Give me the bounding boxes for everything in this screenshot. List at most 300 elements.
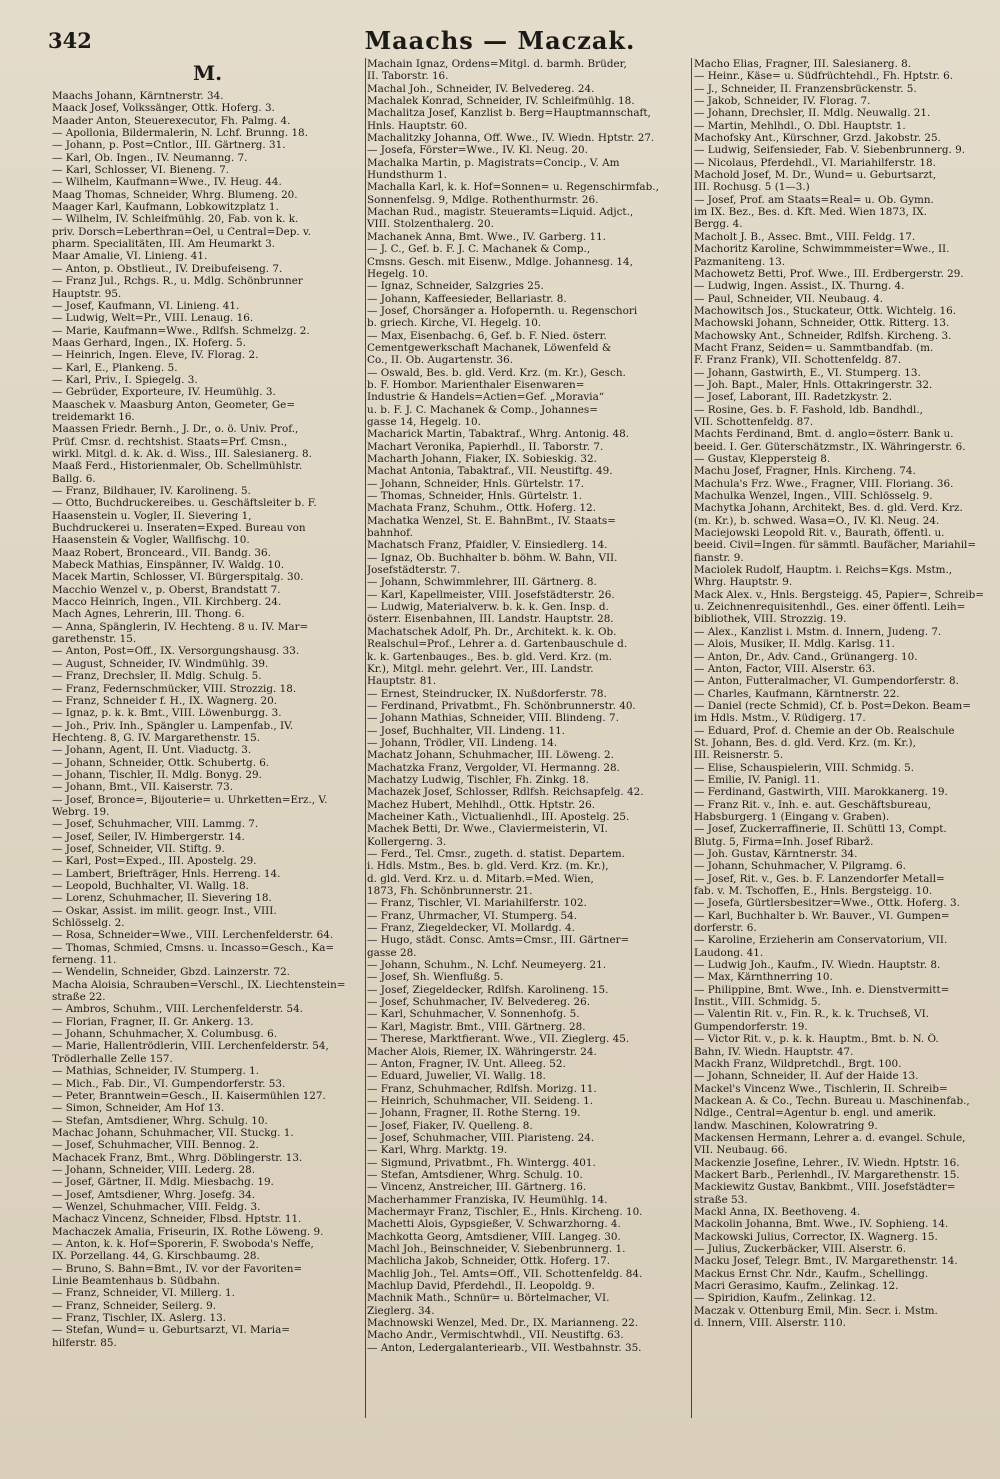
directory-line: — Karl, E., Plankeng. 5. xyxy=(52,361,178,374)
directory-line: Maciejowski Leopold Rit. v., Baurath, öffentl. u. xyxy=(694,527,945,540)
directory-line: Machaczek Amalia, Friseurin, IX. Rothe Löweng. 9. xyxy=(52,1225,324,1238)
directory-line: Haasenstein u. Vogler, II. Sievering 1, xyxy=(52,509,252,522)
directory-line: — Florian, Fragner, II. Gr. Ankerg. 13. xyxy=(52,1015,254,1028)
directory-line: — Josef, Seiler, IV. Himbergerstr. 14. xyxy=(52,830,245,843)
directory-line: Machacz Vincenz, Schneider, Flbsd. Hptstr. 11. xyxy=(52,1213,302,1226)
directory-line: Machu Josef, Fragner, Hnls. Kircheng. 74. xyxy=(694,465,916,478)
directory-line: — Johann, Schneider, VIII. Lederg. 28. xyxy=(52,1163,256,1176)
directory-line: — Gebrüder, Exporteure, IV. Heumühlg. 3. xyxy=(52,386,276,399)
page-number: 342 xyxy=(48,28,92,53)
directory-line: Machowsky Ant., Schneider, Rdlfsh. Kircheng. 3. xyxy=(694,329,952,342)
directory-line: — Wilhelm, Kaufmann=Wwe., IV. Heug. 44. xyxy=(52,176,282,189)
directory-line: Macri Gerasimo, Kaufm., Zelinkag. 12. xyxy=(694,1280,899,1293)
directory-line: Mackolin Johanna, Bmt. Wwe., IV. Sophieng. 14. xyxy=(694,1218,949,1231)
directory-line: Ndlge., Central=Agentur b. engl. und amerik. xyxy=(694,1107,937,1120)
directory-line: pharm. Specialitäten, III. Am Heumarkt 3. xyxy=(52,238,276,251)
directory-line: Blutg. 5, Firma=Inh. Josef Ribarž. xyxy=(694,835,874,848)
directory-line: Machytka Johann, Architekt, Bes. d. gld. Verd. Krz. xyxy=(694,502,963,515)
directory-line: — Anton, Dr., Adv. Cand., Grünangerg. 10. xyxy=(694,650,918,663)
directory-line: Maager Karl, Kaufmann, Lobkowitzplatz 1. xyxy=(52,201,279,214)
directory-line: — Ferd., Tel. Cmsr., zugeth. d. statist. Departem. xyxy=(367,848,625,860)
entry-list xyxy=(694,58,995,1329)
directory-line: — Valentin Rit. v., Fin. R., k. k. Truchseß, VI. xyxy=(694,1008,929,1021)
directory-line: Schlösselg. 2. xyxy=(52,917,125,930)
directory-line: — Ludwig Joh., Kaufm., IV. Wiedn. Hauptstr. 8. xyxy=(694,959,941,972)
directory-line: Machetti Alois, Gypsgießer, V. Schwarzhorng. 4. xyxy=(367,1218,621,1231)
directory-line: — Ignaz, Ob. Buchhalter b. böhm. W. Bahn, VII. xyxy=(367,551,618,564)
directory-line: — Nicolaus, Pferdehdl., VI. Mariahilferstr. 18. xyxy=(694,156,936,169)
directory-line: — Johann, Schwimmlehrer, III. Gärtnerg. 8. xyxy=(367,576,597,589)
directory-line: — Simon, Schneider, Am Hof 13. xyxy=(52,1102,225,1115)
directory-line: — Therese, Marktfierant. Wwe., VII. Zieglerg. 45. xyxy=(367,1033,630,1046)
directory-line: hilferstr. 85. xyxy=(52,1336,117,1349)
directory-line: Linie Beamtenhaus b. Südbahn. xyxy=(52,1275,221,1287)
directory-line: Hundsthurm 1. xyxy=(367,169,448,182)
directory-line: u. b. F. J. C. Machanek & Comp., Johannes= xyxy=(367,403,598,416)
directory-line: Machalka Martin, p. Magistrats=Concip., V. Am xyxy=(367,156,620,169)
directory-line: — Rosine, Ges. b. F. Fashold, ldb. Bandhdl., xyxy=(694,403,923,416)
directory-line: straße 22. xyxy=(52,991,106,1004)
directory-line: Maack Josef, Volkssänger, Ottk. Hoferg. 3. xyxy=(52,102,275,115)
directory-line: — Josefa, Gürtlersbesitzer=Wwe., Ottk. Hoferg. 3. xyxy=(694,897,960,910)
directory-line: — Eduard, Prof. d. Chemie an der Ob. Realschule xyxy=(694,724,955,737)
directory-line: III. Reisnerstr. 5. xyxy=(694,749,784,762)
directory-line: priv. Dorsch=Leberthran=Oel, u Central=Dep. v. xyxy=(52,225,311,238)
directory-line: i. Hdls. Mstm., Bes. b. gld. Verd. Krz. (m. Kr.), xyxy=(367,860,609,873)
directory-line: österr. Eisenbahnen, III. Landstr. Hauptstr. 28. xyxy=(367,613,614,626)
directory-line: — Franz, Federnschmücker, VIII. Strozzig. 18. xyxy=(52,682,297,695)
directory-line: Machatsch Franz, Pfaidler, V. Einsiedlerg. 14. xyxy=(367,539,608,552)
directory-line: Maassen Friedr. Bernh., J. Dr., o. ö. Univ. Prof., xyxy=(52,423,299,436)
directory-line: — Johann, Agent, II. Unt. Viaductg. 3. xyxy=(52,744,252,757)
directory-line: b. F. Hombor. Marienthaler Eisenwaren= xyxy=(367,378,585,391)
directory-line: Kollergerng. 3. xyxy=(367,835,447,848)
directory-line: — Lambert, Briefträger, Hnls. Herreng. 14. xyxy=(52,867,281,880)
directory-line: — Ernest, Steindrucker, IX. Nußdorferstr. 78. xyxy=(367,687,607,700)
directory-line: — Johann, Schuhmacher, X. Columbusg. 6. xyxy=(52,1028,278,1041)
directory-line: Machermayr Franz, Tischler, E., Hnls. Kircheng. 10. xyxy=(367,1205,643,1218)
directory-line: — Franz, Drechsler, II. Mdlg. Schulg. 5. xyxy=(52,670,262,683)
directory-line: (m. Kr.), b. schwed. Wasa=O., IV. Kl. Neug. 24. xyxy=(694,514,940,527)
directory-line: — Anton, k. k. Hof=Sporerin, F. Swoboda's Neffe, xyxy=(52,1237,314,1250)
directory-line: — Stefan, Amtsdiener, Whrg. Schulg. 10. xyxy=(367,1168,583,1181)
directory-line: — Ignaz, p. k. k. Bmt., VIII. Löwenburgg. 3. xyxy=(52,707,282,720)
directory-line: treidemarkt 16. xyxy=(52,410,135,423)
directory-line: — Karoline, Erzieherin am Conservatorium, VII. xyxy=(694,934,948,947)
directory-line: Macharick Martin, Tabaktraf., Whrg. Antonig. 48. xyxy=(367,428,630,441)
directory-line: — Max, Kärnthnerring 10. xyxy=(694,971,833,984)
directory-line: Macco Heinrich, Ingen., VII. Kirchberg. 24. xyxy=(52,596,282,609)
directory-line: Macho Andr., Vermischtwhdl., VII. Neustiftg. 63. xyxy=(367,1329,624,1342)
directory-line: Mackiewitz Gustav, Bankbmt., VIII. Josefstädter= xyxy=(694,1181,956,1194)
directory-line: — Alex., Kanzlist i. Mstm. d. Innern, Judeng. 7. xyxy=(694,625,942,638)
column-rule xyxy=(691,58,692,1418)
directory-line: Machlup David, Pferdehdl., II. Leopoldg. 9. xyxy=(367,1280,595,1293)
directory-line: im Hdls. Mstm., V. Rüdigerg. 17. xyxy=(694,712,866,725)
directory-line: — Hugo, städt. Consc. Amts=Cmsr., III. Gärtner= xyxy=(367,934,630,947)
directory-line: — Karl, Schlosser, VI. Bieneng. 7. xyxy=(52,164,230,177)
directory-line: Machazek Josef, Schlosser, Rdlfsh. Reichsapfelg. 42. xyxy=(367,786,644,799)
directory-line: — Josef, Ziegeldecker, Rdlfsh. Karolineng. 15. xyxy=(367,983,609,996)
directory-line: — Mich., Fab. Dir., VI. Gumpendorferstr. 53. xyxy=(52,1077,286,1090)
directory-line: Machatzka Franz, Vergolder, VI. Hermanng. 28. xyxy=(367,761,620,774)
directory-line: Mackl Anna, IX. Beethoveng. 4. xyxy=(694,1205,861,1218)
column-3 xyxy=(694,58,995,1329)
directory-line: Macchio Wenzel v., p. Oberst, Brandstatt 7. xyxy=(52,583,281,596)
directory-line: 1873, Fh. Schönbrunnerstr. 21. xyxy=(367,885,533,898)
directory-line: — Ludwig, Seifensieder, Fab. V. Siebenbrunnerg. 9. xyxy=(694,144,966,157)
directory-line: — Josefa, Förster=Wwe., IV. Kl. Neug. 20. xyxy=(367,144,588,157)
directory-line: Industrie & Handels=Actien=Gef. „Moravia“ xyxy=(367,391,605,404)
directory-line: — Franz, Schneider, VI. Millerg. 1. xyxy=(52,1287,235,1300)
directory-line: Bahn, IV. Wiedn. Hauptstr. 47. xyxy=(694,1045,854,1058)
directory-line: Machalitzky Johanna, Off. Wwe., IV. Wiedn. Hptstr. 27. xyxy=(367,132,655,145)
directory-line: Laudong. 41. xyxy=(694,946,764,959)
directory-line: — Paul, Schneider, VII. Neubaug. 4. xyxy=(694,292,884,305)
directory-line: — Elise, Schauspielerin, VIII. Schmidg. 5. xyxy=(694,761,915,774)
directory-line: — Victor Rit. v., p. k. k. Hauptm., Bmt. b. N. Ö. xyxy=(694,1033,939,1046)
directory-line: — Johann, Gastwirth, E., VI. Stumperg. 13. xyxy=(694,366,921,379)
directory-line: Mackean A. & Co., Techn. Bureau u. Maschinenfab., xyxy=(694,1094,970,1107)
directory-line: Machalek Konrad, Schneider, IV. Schleifmühlg. 18. xyxy=(367,95,635,108)
directory-line: — Spiridion, Kaufm., Zelinkag. 12. xyxy=(694,1292,876,1305)
directory-line: Machl Joh., Beinschneider, V. Siebenbrunnerg. 1. xyxy=(367,1243,626,1255)
directory-line: — Franz, Ziegeldecker, VI. Mollardg. 4. xyxy=(367,922,575,935)
directory-line: Maachs Johann, Kärntnerstr. 34. xyxy=(52,90,224,102)
directory-line: — Marie, Kaufmann=Wwe., Rdlfsh. Schmelzg. 2. xyxy=(52,324,310,337)
directory-line: Mackus Ernst Chr. Ndr., Kaufm., Schellingg. xyxy=(694,1267,929,1280)
directory-line: Machlig Joh., Tel. Amts=Off., VII. Schottenfeldg. 84. xyxy=(367,1267,643,1280)
directory-line: — Ferdinand, Privatbmt., Fh. Schönbrunnerstr. 40. xyxy=(367,699,636,712)
directory-line: — Karl, Magistr. Bmt., VIII. Gärtnerg. 28. xyxy=(367,1020,586,1033)
directory-line: — Franz Rit. v., Inh. e. aut. Geschäftsbureau, xyxy=(694,798,932,811)
directory-line: — Karl, Kapellmeister, VIII. Josefstädterstr. 26. xyxy=(367,588,615,601)
directory-line: Hauptstr. 95. xyxy=(52,287,122,300)
directory-line: Macherhammer Franziska, IV. Heumühlg. 14. xyxy=(367,1193,608,1206)
directory-line: — Heinr., Käse= u. Südfrüchtehdl., Fh. Hptstr. 6. xyxy=(694,70,954,83)
directory-line: Machata Franz, Schuhm., Ottk. Hoferg. 12. xyxy=(367,502,596,515)
directory-line: Machowitsch Jos., Stuckateur, Ottk. Wichtelg. 16. xyxy=(694,304,957,317)
directory-line: — Franz, Schneider f. H., IX. Wagnerg. 20. xyxy=(52,694,278,707)
directory-line: St. Johann, Bes. d. gld. Verd. Krz. (m. Kr.), xyxy=(694,736,916,749)
directory-line: Machofsky Ant., Kürschner, Grzd. Jakobstr. 25. xyxy=(694,132,941,145)
directory-line: Maaß Ferd., Historienmaler, Ob. Schellmühlstr. xyxy=(52,460,303,473)
directory-line: Machowetz Betti, Prof. Wwe., III. Erdbergerstr. 29. xyxy=(694,267,964,280)
directory-line: — Anton, Futteralmacher, VI. Gumpendorferstr. 8. xyxy=(694,675,959,688)
directory-line: — Karl, Post=Exped., III. Apostelg. 29. xyxy=(52,855,257,868)
directory-line: gasse 28. xyxy=(367,946,417,959)
directory-line: Maczak v. Ottenburg Emil, Min. Secr. i. Mstm. xyxy=(694,1304,938,1317)
directory-line: — Johann, p. Post=Cntlor., III. Gärtnerg. 31. xyxy=(52,139,286,152)
directory-line: — Oskar, Assist. im milit. geogr. Inst., VIII. xyxy=(52,904,277,917)
directory-line: Realschul=Prof., Lehrer a. d. Gartenbauschule d. xyxy=(367,638,628,651)
directory-line: Maaschek v. Maasburg Anton, Geometer, Ge= xyxy=(52,398,296,411)
directory-line: — Bruno, S. Bahn=Bmt., IV. vor der Favoriten= xyxy=(52,1262,303,1275)
directory-line: Mack Alex. v., Hnls. Bergsteigg. 45, Papier=, Schreib= xyxy=(694,588,984,601)
directory-line: — Johann, Schuhm., N. Lchf. Neumeyerg. 21. xyxy=(367,959,606,972)
directory-line: — Martin, Mehlhdl., O. Dbl. Hauptstr. 1. xyxy=(694,119,906,132)
directory-line: Macha Aloisia, Schrauben=Verschl., IX. Liechtenstein= xyxy=(52,978,346,991)
directory-line: — Josef, Sh. Wienflußg. 5. xyxy=(367,971,504,984)
directory-line: — Johann, Tischler, II. Mdlg. Bonyg. 29. xyxy=(52,768,262,781)
directory-line: Macku Josef, Telegr. Bmt., IV. Margarethenstr. 14. xyxy=(694,1255,958,1268)
directory-line: — Thomas, Schneider, Hnls. Gürtelstr. 1. xyxy=(367,490,583,503)
directory-line: Cementgewerkschaft Machanek, Löwenfeld & xyxy=(367,341,612,354)
directory-line: — Karl, Ob. Ingen., IV. Neumanng. 7. xyxy=(52,151,248,164)
directory-line: — Ludwig, Materialverw. b. k. k. Gen. Insp. d. xyxy=(367,601,609,614)
directory-line: Mackenzie Josefine, Lehrer., IV. Wiedn. Hptstr. 16. xyxy=(694,1156,960,1169)
directory-line: — Josef, Schneider, VII. Stiftg. 9. xyxy=(52,842,225,855)
directory-line: d. Innern, VIII. Alserstr. 110. xyxy=(694,1317,846,1330)
directory-line: — J., Schneider, II. Franzensbrückenstr. 5. xyxy=(694,82,917,95)
directory-line: Machatka Wenzel, St. E. BahnBmt., IV. Staats= xyxy=(367,514,616,527)
directory-line: — Josef, Schuhmacher, VIII. Bennog. 2. xyxy=(52,1139,259,1152)
directory-line: Mach Agnes, Lehrerin, III. Thong. 6. xyxy=(52,608,245,621)
directory-line: Maag Thomas, Schneider, Whrg. Blumeng. 20. xyxy=(52,188,298,201)
directory-line: — Anton, Ledergalanteriearb., VII. Westbahnstr. 35. xyxy=(367,1341,642,1354)
directory-line: Whrg. Hauptstr. 9. xyxy=(694,576,793,589)
directory-line: — Josef, Prof. am Staats=Real= u. Ob. Gymn. xyxy=(694,193,934,206)
directory-line: — Charles, Kaufmann, Kärntnerstr. 22. xyxy=(694,687,900,700)
directory-line: — Joh. Gustav, Kärntnerstr. 34. xyxy=(694,848,858,860)
directory-line: — Philippine, Bmt. Wwe., Inh. e. Dienstvermitt= xyxy=(694,983,950,996)
directory-line: Buchdruckerei u. Inseraten=Exped. Bureau von xyxy=(52,522,306,535)
directory-line: Mackh Franz, Wildpretchdl., Brgt. 100. xyxy=(694,1057,902,1070)
directory-line: Machain Ignaz, Ordens=Mitgl. d. barmh. Brüder, xyxy=(367,58,627,70)
directory-line: Macheiner Kath., Victualienhdl., III. Apostelg. 25. xyxy=(367,810,630,823)
directory-line: Maciolek Rudolf, Hauptm. i. Reichs=Kgs. Mstm., xyxy=(694,564,953,577)
running-head: Maachs — Maczak. xyxy=(364,26,636,55)
directory-line: Webrg. 19. xyxy=(52,805,110,818)
directory-line: landw. Maschinen, Kolowratring 9. xyxy=(694,1119,878,1132)
directory-line: VII. Neubaug. 66. xyxy=(694,1144,788,1157)
directory-line: — Marie, Hallentrödlerin, VIII. Lerchenfelderstr. 54, xyxy=(52,1040,329,1053)
directory-line: Mackensen Hermann, Lehrer a. d. evangel. Schule, xyxy=(694,1131,966,1144)
directory-line: im IX. Bez., Bes. d. Kft. Med. Wien 1873, IX. xyxy=(694,206,927,219)
directory-line: — Rosa, Schneider=Wwe., VIII. Lerchenfelderstr. 64. xyxy=(52,929,334,942)
directory-line: u. Zeichnenrequisitenhdl., Ges. einer öffentl. Leih= xyxy=(694,601,966,614)
directory-line: — Johann, Fragner, II. Rothe Sterng. 19. xyxy=(367,1107,581,1120)
directory-line: — Josef, Buchhalter, VII. Lindeng. 11. xyxy=(367,724,565,737)
directory-line: — Johann, Schneider, Ottk. Schubertg. 6. xyxy=(52,756,270,769)
directory-line: Machatz Johann, Schuhmacher, III. Löweng. 2. xyxy=(367,749,614,762)
directory-line: VII. Schottenfeldg. 87. xyxy=(694,415,814,428)
directory-line: — Karl, Priv., I. Spiegelg. 3. xyxy=(52,373,198,386)
directory-line: Machez Hubert, Mehlhdl., Ottk. Hptstr. 26. xyxy=(367,798,596,811)
directory-line: IX. Porzellang. 44, G. Kirschbaumg. 28. xyxy=(52,1250,260,1263)
directory-line: Macek Martin, Schlosser, VI. Bürgerspitalg. 30. xyxy=(52,571,304,584)
directory-line: Machalitza Josef, Kanzlist b. Berg=Hauptmannschaft, xyxy=(367,107,651,120)
directory-line: — Daniel (recte Schmid), Cf. b. Post=Dekon. Beam= xyxy=(694,699,971,712)
directory-line: — Josef, Kaufmann, VI. Linieng. 41. xyxy=(52,299,240,312)
directory-line: gasse 14, Hegelg. 10. xyxy=(367,415,481,428)
directory-line: Machnowski Wenzel, Med. Dr., IX. Marianneng. 22. xyxy=(367,1317,639,1330)
column-1 xyxy=(52,58,363,1349)
directory-line: — Anton, Factor, VIII. Alserstr. 63. xyxy=(694,662,876,675)
directory-line: Machal Joh., Schneider, IV. Belvedereg. 24. xyxy=(367,82,595,95)
directory-line: — Franz Jul., Rchgs. R., u. Mdlg. Schönbrunner xyxy=(52,275,303,288)
directory-line: Machalla Karl, k. k. Hof=Sonnen= u. Regenschirmfab., xyxy=(367,181,659,194)
directory-line: Habsburgerg. 1 (Eingang v. Graben). xyxy=(694,810,890,823)
directory-line: — Franz, Tischler, IX. Aslerg. 13. xyxy=(52,1312,227,1325)
directory-line: Mackowski Julius, Corrector, IX. Wagnerg. 15. xyxy=(694,1230,938,1243)
directory-line: — Josef, Schuhmacher, VIII. Lammg. 7. xyxy=(52,818,259,831)
directory-line: Maaz Robert, Bronceard., VII. Bandg. 36. xyxy=(52,546,271,559)
directory-line: VIII. Stolzenthalerg. 20. xyxy=(367,218,494,231)
directory-line: Machoritz Karoline, Schwimmmeister=Wwe., II. xyxy=(694,243,950,256)
directory-line: — Stefan, Wund= u. Geburtsarzt, VI. Maria= xyxy=(52,1324,290,1337)
directory-line: — Franz, Schneider, Seilerg. 9. xyxy=(52,1299,217,1312)
directory-line: — Wilhelm, IV. Schleifmühlg. 20, Fab. von k. k. xyxy=(52,213,299,226)
directory-line: — Franz, Tischler, VI. Mariahilferstr. 102. xyxy=(367,897,587,910)
directory-line: Zieglerg. 34. xyxy=(367,1304,435,1317)
directory-line: Macho Elias, Fragner, III. Salesianerg. 8. xyxy=(694,58,912,70)
section-letter: M. xyxy=(192,61,223,85)
directory-line: — Ignaz, Schneider, Salzgries 25. xyxy=(367,280,544,293)
directory-line: — Franz, Bildhauer, IV. Karolineng. 5. xyxy=(52,485,251,497)
directory-line: — Mathias, Schneider, IV. Stumperg. 1. xyxy=(52,1065,260,1078)
directory-line: Machlicha Jakob, Schneider, Ottk. Hoferg. 17. xyxy=(367,1255,611,1268)
directory-line: — Joh., Priv. Inh., Spängler u. Lampenfab., IV. xyxy=(52,719,294,732)
directory-line: — Ferdinand, Gastwirth, VIII. Marokkanerg. 19. xyxy=(694,786,948,799)
directory-line: — Gustav, Kleppersteig 8. xyxy=(694,453,831,465)
directory-line: Mabeck Mathias, Einspänner, IV. Waldg. 10. xyxy=(52,559,285,572)
directory-line: bibliothek, VIII. Strozzig. 19. xyxy=(694,613,847,626)
directory-line: — Josef, Laborant, III. Radetzkystr. 2. xyxy=(694,391,892,404)
directory-line: Haasenstein & Vogler, Wallfischg. 10. xyxy=(52,534,250,547)
directory-line: — Vincenz, Anstreicher, III. Gärtnerg. 16. xyxy=(367,1181,587,1194)
directory-line: — Eduard, Juwelier, VI. Wallg. 18. xyxy=(367,1070,546,1083)
directory-line: — Josef, Bronce=, Bijouterie= u. Uhrketten=Erz., V. xyxy=(52,793,328,806)
directory-line: Pazmaniteng. 13. xyxy=(694,255,786,268)
directory-line: Macher Alois, Riemer, IX. Währingerstr. 24. xyxy=(367,1045,597,1058)
directory-line: Hauptstr. 81. xyxy=(367,675,437,688)
directory-line: Machanek Anna, Bmt. Wwe., IV. Garberg. 11. xyxy=(367,230,606,243)
directory-line: — Karl, Buchhalter b. Wr. Bauver., VI. Gumpen= xyxy=(694,909,950,922)
directory-line: d. gld. Verd. Krz. u. d. Mitarb.=Med. Wien, xyxy=(367,872,594,885)
directory-line: b. griech. Kirche, VI. Hegelg. 10. xyxy=(367,317,542,330)
directory-line: k. k. Gartenbauges., Bes. b. gld. Verd. Krz. (m. xyxy=(367,650,613,663)
directory-line: — August, Schneider, IV. Windmühlg. 39. xyxy=(52,657,269,670)
directory-line: Bergg. 4. xyxy=(694,218,743,231)
directory-line: — Alois, Musiker, II. Mdlg. Karlsg. 11. xyxy=(694,638,895,651)
directory-line: Instit., VIII. Schmidg. 5. xyxy=(694,996,821,1009)
directory-line: dorferstr. 6. xyxy=(694,922,757,935)
directory-line: wirkl. Mitgl. d. k. Ak. d. Wiss., III. Salesianerg. 8. xyxy=(52,447,312,460)
directory-line: — Ambros, Schuhm., VIII. Lerchenfelderstr. 54. xyxy=(52,1003,303,1016)
directory-line: Ballg. 6. xyxy=(52,472,96,485)
directory-line: — Johann, Schneider, II. Auf der Haide 13. xyxy=(694,1070,919,1083)
directory-line: — Franz, Schuhmacher, Rdlfsh. Morizg. 11. xyxy=(367,1082,597,1095)
directory-line: — Leopold, Buchhalter, VI. Wallg. 18. xyxy=(52,880,249,892)
directory-line: beeid. Civil=Ingen. für sämmtl. Baufächer, Mariahil= xyxy=(694,539,977,552)
directory-line: — Johann, Trödler, VII. Lindeng. 14. xyxy=(367,736,558,749)
directory-line: — Franz, Uhrmacher, VI. Stumperg. 54. xyxy=(367,909,577,922)
directory-line: — Anton, p. Obstlieut., IV. Dreibufeiseng. 7. xyxy=(52,262,283,275)
directory-line: Macholt J. B., Assec. Bmt., VIII. Feldg. 17. xyxy=(694,230,916,243)
directory-line: III. Rochusg. 5 (1—3.) xyxy=(694,181,810,194)
directory-line: Machula's Frz. Wwe., Fragner, VIII. Floriang. 36. xyxy=(694,477,954,490)
directory-line: — Ludwig, Welt=Pr., VIII. Lenaug. 16. xyxy=(52,312,254,325)
directory-line: — Stefan, Amtsdiener, Whrg. Schulg. 10. xyxy=(52,1114,268,1127)
directory-line: Machatzy Ludwig, Tischler, Fh. Zinkg. 18. xyxy=(367,773,589,786)
directory-line: — Josef, Rit. v., Ges. b. F. Lanzendorfer Metall= xyxy=(694,872,945,885)
directory-line: — Johann, Schuhmacher, V. Pilgramg. 6. xyxy=(694,860,906,873)
directory-line: straße 53. xyxy=(694,1193,748,1206)
directory-line: — J. C., Gef. b. F. J. C. Machanek & Comp., xyxy=(367,243,591,256)
directory-line: Macharth Johann, Fiaker, IX. Sobieskig. 32. xyxy=(367,453,597,465)
directory-line: Machkotta Georg, Amtsdiener, VIII. Langeg. 30. xyxy=(367,1230,621,1243)
directory-line: — Julius, Zuckerbäcker, VIII. Alserstr. 6. xyxy=(694,1243,907,1255)
directory-line: — Joh. Bapt., Maler, Hnls. Ottakringerstr. 32. xyxy=(694,378,933,391)
directory-line: garethenstr. 15. xyxy=(52,633,137,646)
directory-line: — Josef, Chorsänger a. Hofopernth. u. Regenschori xyxy=(367,304,638,317)
directory-line: Machulka Wenzel, Ingen., VIII. Schlösselg. 9. xyxy=(694,490,933,503)
directory-line: Mackert Barb., Perlenhdl., IV. Margarethenstr. 15. xyxy=(694,1168,960,1181)
directory-line: Hechteng. 8, G. IV. Margarethenstr. 15. xyxy=(52,731,261,744)
directory-line: — Anton, Post=Off., IX. Versorgungshausg. 33. xyxy=(52,645,300,658)
directory-line: — Karl, Whrg. Marktg. 19. xyxy=(367,1144,508,1157)
directory-line: — Thomas, Schmied, Cmsns. u. Incasso=Gesch., Ka= xyxy=(52,941,335,954)
directory-line: Hegelg. 10. xyxy=(367,267,429,280)
directory-line: Macht Franz, Seiden= u. Sammtbandfab. (m. xyxy=(694,341,934,354)
directory-line: Machac Johann, Schuhmacher, VII. Stuckg. 1. xyxy=(52,1126,294,1139)
directory-line: fianstr. 9. xyxy=(694,551,744,564)
directory-line: — Josef, Gärtner, II. Mdlg. Miesbachg. 19. xyxy=(52,1176,274,1189)
directory-line: bahnhof. xyxy=(367,527,413,540)
directory-line: F. Franz Frank), VII. Schottenfeldg. 87. xyxy=(694,354,902,367)
directory-line: — Josef, Fiaker, IV. Quelleng. 8. xyxy=(367,1119,533,1132)
directory-line: Co., II. Ob. Augartenstr. 36. xyxy=(367,354,514,367)
directory-line: — Heinrich, Ingen. Eleve, IV. Florag. 2. xyxy=(52,349,259,362)
directory-line: — Oswald, Bes. b. gld. Verd. Krz. (m. Kr.), Gesch. xyxy=(367,366,626,379)
directory-line: Josefstädterstr. 7. xyxy=(367,564,461,577)
directory-line: Cmsns. Gesch. mit Eisenw., Mdlge. Johannesg. 14, xyxy=(367,255,633,268)
directory-line: — Otto, Buchdruckereibes. u. Geschäftsleiter b. F. xyxy=(52,497,317,510)
directory-line: Machacek Franz, Bmt., Whrg. Döblingerstr. 13. xyxy=(52,1151,303,1164)
directory-line: Machart Veronika, Papierhdl., II. Taborstr. 7. xyxy=(367,440,604,453)
directory-line: — Josef, Schuhmacher, IV. Belvedereg. 26. xyxy=(367,996,591,1009)
directory-line: Mackel's Vincenz Wwe., Tischlerin, II. Schreib= xyxy=(694,1082,948,1095)
directory-line: Machnik Math., Schnür= u. Börtelmacher, VI. xyxy=(367,1292,610,1305)
directory-line: — Jakob, Schneider, IV. Florag. 7. xyxy=(694,95,871,108)
directory-line: — Wenzel, Schuhmacher, VIII. Feldg. 3. xyxy=(52,1200,261,1213)
directory-line: — Anton, Fragner, IV. Unt. Alleeg. 52. xyxy=(367,1057,566,1070)
directory-line: Kr.), Mitgl. mehr. gelehrt. Ver., III. Landstr. xyxy=(367,662,594,675)
directory-line: — Johann, Drechsler, II. Mdlg. Neuwallg. 21. xyxy=(694,107,931,120)
directory-line: Hnls. Hauptstr. 60. xyxy=(367,119,468,132)
directory-line: Machts Ferdinand, Bmt. d. anglo=österr. Bank u. xyxy=(694,428,954,441)
directory-line: — Josef, Amtsdiener, Whrg. Josefg. 34. xyxy=(52,1188,256,1201)
directory-line: — Johann, Kaffeesieder, Bellariastr. 8. xyxy=(367,292,567,305)
directory-line: — Lorenz, Schuhmacher, II. Sievering 18. xyxy=(52,892,272,905)
column-2 xyxy=(367,58,689,1354)
directory-line: Prüf. Cmsr. d. rechtshist. Staats=Prf. Cmsn., xyxy=(52,435,288,448)
directory-line: — Josef, Schuhmacher, VIII. Piaristeng. 24. xyxy=(367,1131,595,1144)
directory-line: — Ludwig, Ingen. Assist., IX. Thurng. 4. xyxy=(694,280,905,293)
directory-line: Machatschek Adolf, Ph. Dr., Architekt. k. k. Ob. xyxy=(367,625,617,638)
directory-line: ferneng. 11. xyxy=(52,954,117,967)
directory-line: — Karl, Schuhmacher, V. Sonnenhofg. 5. xyxy=(367,1008,580,1021)
directory-line: beeid. I. Ger. Güterschätzmstr., IX. Währingerstr. 6. xyxy=(694,440,966,453)
directory-line: Machek Betti, Dr. Wwe., Claviermeisterin, VI. xyxy=(367,823,608,836)
directory-line: — Heinrich, Schuhmacher, VII. Seideng. 1. xyxy=(367,1094,594,1107)
directory-line: — Peter, Branntwein=Gesch., II. Kaisermühlen 127. xyxy=(52,1089,326,1102)
directory-line: — Johann Mathias, Schneider, VIII. Blindeng. 7. xyxy=(367,712,619,725)
directory-line: — Josef, Zuckerraffinerie, II. Schüttl 13, Compt. xyxy=(694,823,947,836)
entry-list xyxy=(367,58,689,1354)
directory-line: Machat Antonia, Tabaktraf., VII. Neustiftg. 49. xyxy=(367,465,613,478)
